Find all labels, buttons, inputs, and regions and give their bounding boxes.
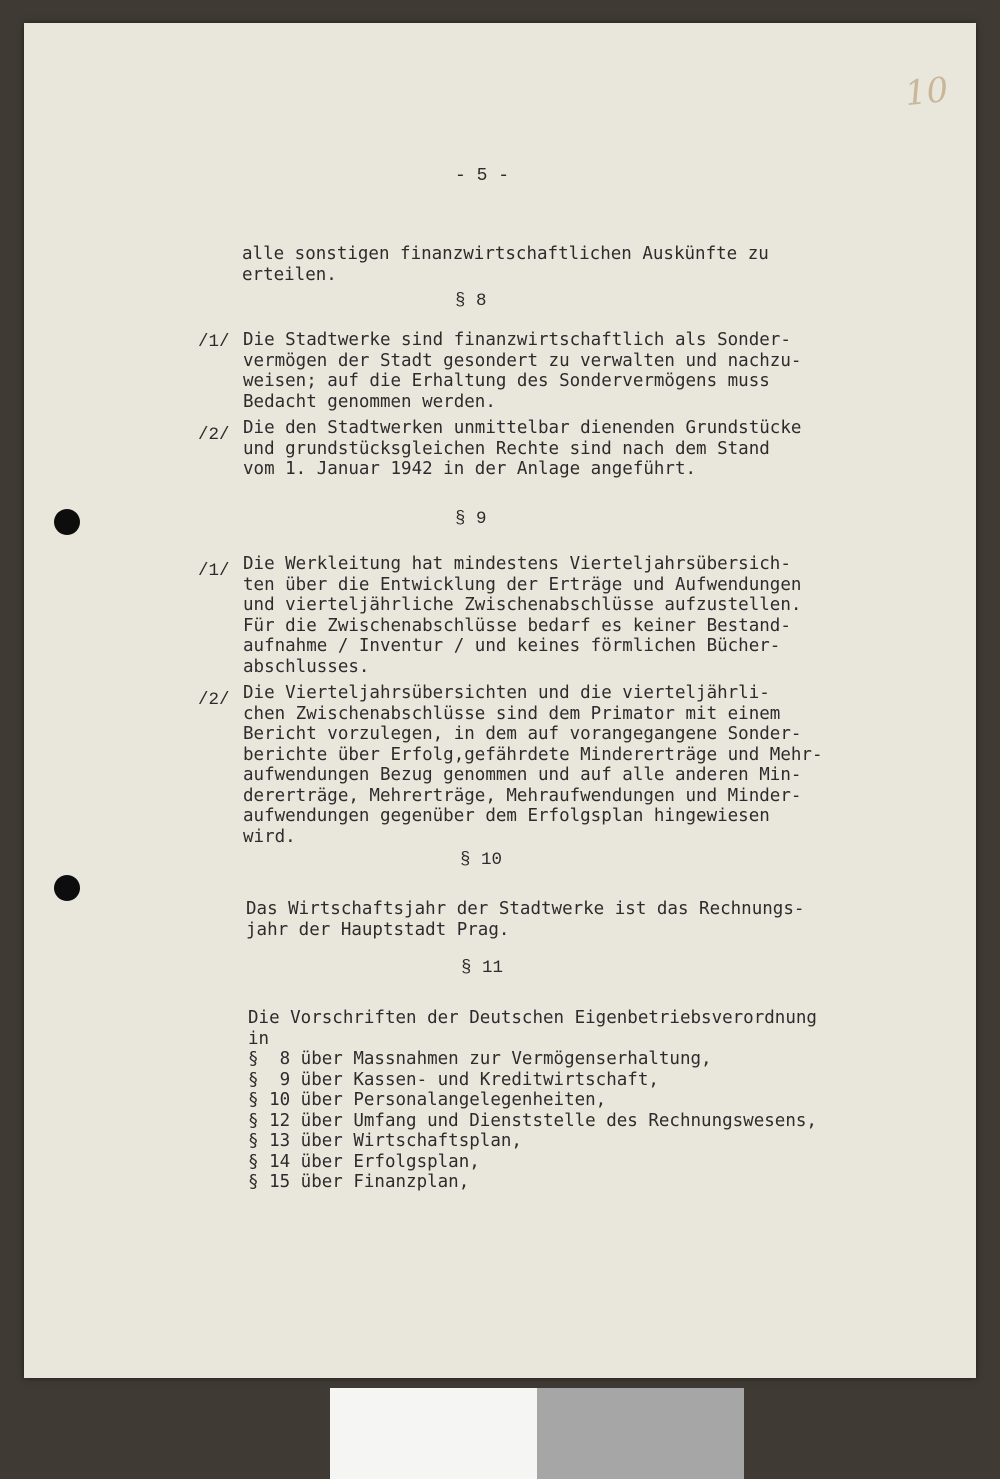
s9-p2-number: /2/ [198,690,230,710]
punch-hole-top [54,509,80,535]
margin-pencil-note: 10 [903,69,951,115]
section-11-heading: § 11 [461,958,504,978]
intro-text: alle sonstigen finanzwirtschaftlichen Auskünfte zu erteilen. [242,244,769,285]
page-number: - 5 - [455,166,510,186]
punch-hole-bottom [54,875,80,901]
s8-p2-text: Die den Stadtwerken unmittelbar dienenden Grundstücke und grundstücksgleichen Rechte sind nach dem Stand vom 1. Januar 1942 in der Anlage angeführt. [243,418,802,479]
s9-p2-text: Die Vierteljahrsübersichten und die vierteljährli- chen Zwischenabschlüsse sind dem Primator mit einem Bericht vorzulegen, in dem auf vorangegangene Sonder- berichte über Erfolg,gefährdete Mindererträge und Mehr- aufwendungen Bezug genommen und auf alle anderen Min- dererträge, Mehrerträge, Mehraufwendungen und Minder- aufwendungen gegenüber dem Erfolgsplan hingewiesen wird. [243,683,823,847]
s11-text: Die Vorschriften der Deutschen Eigenbetriebsverordnung in § 8 über Massnahmen zur Vermögenserhaltung, § 9 über Kassen- und Kreditwirtschaft, § 10 über Personalangelegenheiten, § 12 über Umfang und Dienststelle des Rechnungswesens, § 13 über Wirtschaftsplan, § 14 über Erfolgsplan, § 15 über Finanzplan, [248,1008,817,1192]
s9-p1-number: /1/ [198,561,230,581]
s8-p2-number: /2/ [198,425,230,445]
color-calibration-white [330,1388,537,1479]
section-10-heading: § 10 [460,850,503,870]
s9-p1-text: Die Werkleitung hat mindestens Vierteljahrsübersich- ten über die Entwicklung der Erträge und Aufwendungen und vierteljährliche Zwischenabschlüsse aufzustellen. Für die Zwischenabschlüsse bedarf es keiner Bestand- aufnahme / Inventur / und keines förmlichen Bücher- abschlusses. [243,554,802,677]
s8-p1-number: /1/ [198,332,230,352]
s8-p1-text: Die Stadtwerke sind finanzwirtschaftlich als Sonder- vermögen der Stadt gesondert zu verwalten und nachzu- weisen; auf die Erhaltung des Sondervermögens muss Bedacht genommen werden. [243,330,802,412]
color-calibration-gray [537,1388,744,1479]
section-8-heading: § 8 [455,291,487,311]
section-9-heading: § 9 [455,509,487,529]
s10-text: Das Wirtschaftsjahr der Stadtwerke ist das Rechnungs- jahr der Hauptstadt Prag. [246,899,805,940]
